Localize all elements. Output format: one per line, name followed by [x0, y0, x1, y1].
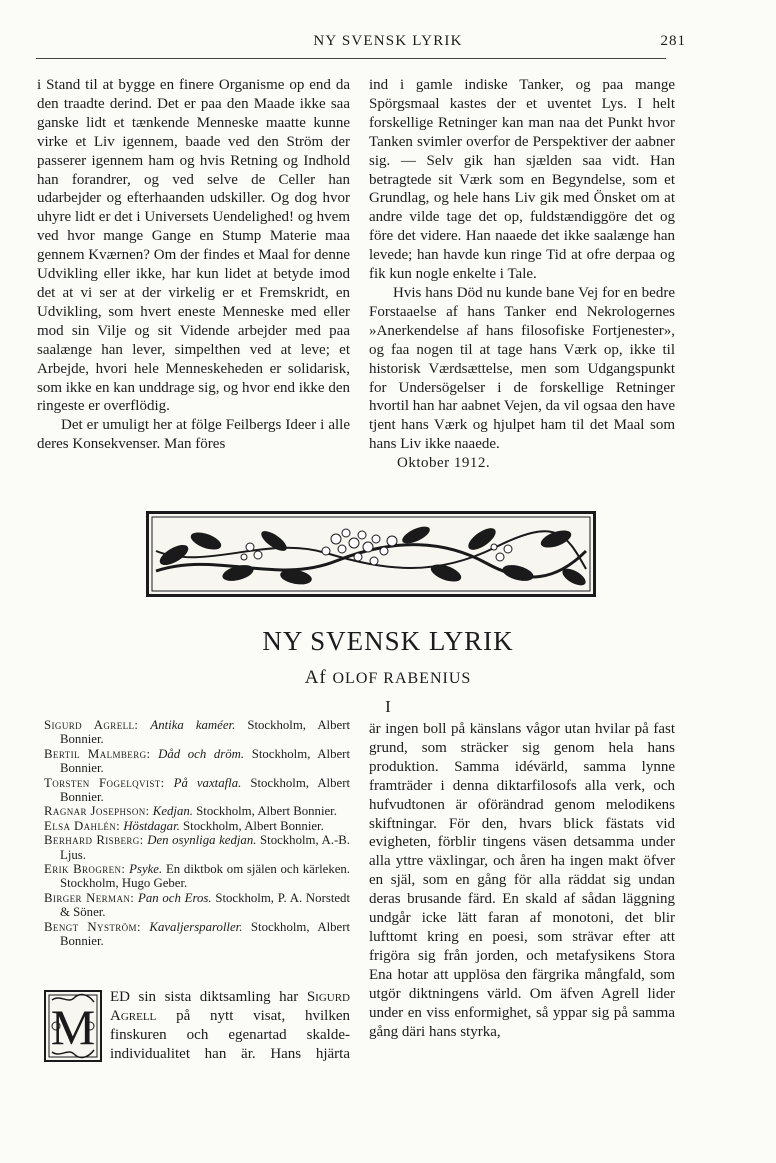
byline-prefix: Af — [304, 667, 327, 688]
book-entry: Ragnar Josephson: Kedjan. Stockholm, Albert Bonnier. — [44, 804, 337, 819]
book-entry: Erik Brogren: Psyke. En diktbok om själen och kärleken. Stockholm, Hugo Geber. — [44, 862, 350, 891]
byline — [0, 667, 776, 689]
book-entry: Bengt Nyström: Kavaljersparoller. Stockholm, Albert Bonnier. — [44, 919, 351, 949]
opening-line: ED sin sista diktsamling har Sigurd — [110, 989, 350, 1005]
opening-line: Agrell på nytt visat, hvilken — [110, 1008, 350, 1024]
upper-left-column — [37, 76, 350, 454]
byline-author: OLOF RABENIUS — [332, 670, 472, 687]
book-entry: Bertil Malmberg: Dåd och dröm. Stockholm, Albert Bonnier. — [44, 746, 351, 776]
floral-vignette-icon — [146, 511, 596, 597]
dropcap-letter: M — [50, 999, 96, 1055]
book-entry: Sigurd Agrell: Antika kaméer. Stockholm, Albert Bonnier. — [44, 718, 351, 747]
opening-line: finskuren och egenartad skalde- — [110, 1027, 350, 1043]
paragraph: Det er umuligt her at fölge Feilbergs Ideer i alle deres Konsekvenser. Man föres — [37, 417, 350, 453]
paragraph: ind i gamle indiske Tanker, og paa mange Spörgsmaal kastes der et uventet Lys. I helt forskellige Retninger kan man naa det Punkt hvor Tanken svimler overfor de Perspektiver der aabner sig. — Selv gik han sjælden saa vidt. Han betragtede sit Værk som en Begyndelse, som et Grundlag, og hele hans Liv gik med Önsket om at andre vilde tage det op, fuldstændiggöre det og före det videre. Han naaede det ikke saalænge han levede; han havde kun ringe Tid at ofre derpaa og fik kun nogle enkelte i Tale. — [369, 77, 675, 283]
reviewed-books-list — [44, 718, 350, 949]
paragraph: i Stand til at bygge en finere Organisme op end da den traadte derind. Det er paa den Maade ikke saa ganske lidt et tænkende Menneske maatte kunne virke et Liv igennem, baade ved den Ström der passerer igennem ham og hvis Retning og Indhold han forandrer, og ved selve de Celler han udarbejder og efterhaanden udskiller. Og dog hvor uhyre lidt er det i Universets Uendelighed! og hvem ved hvor mange Gange en Stump Materie maa gennem Kværnen? Om der findes et Maal for denne Udvikling eller ikke, har kun lidet at betyde imod det at vi ser at der virkelig er et Fremskridt, en Udvikling, som hvert eneste Menneske med eller mod sin Vilje og sit Vidende arbejder med paa saalænge han lever, simpelthen ved at leve; et Arbejde, hvori hele Menneskeheden er solidarisk, som ikke en kan unddrage sig, og hvor end ikke den ringeste er overflödig. — [37, 77, 350, 415]
section-number: I — [385, 697, 391, 716]
lower-right-column — [369, 720, 675, 1041]
dropcap-icon — [44, 990, 102, 1062]
book-entry: Elsa Dahlén: Höstdagar. Stockholm, Albert Bonnier. — [44, 818, 324, 833]
book-entry: Berhard Risberg: Den osynliga kedjan. Stockholm, A.-B. Ljus. — [44, 833, 350, 862]
page-number: 281 — [660, 33, 686, 49]
running-head — [0, 33, 776, 55]
paragraph: är ingen boll på känslans vågor utan hvilar på fast grund, som sträcker sig genom hela hans produktion. Samma idévärld, samma lynne framträder i denna diktarfilosofs alla verk, och hufvudtonen är oförändrad genom melodikens skiftningar. För den, hvars blick fästats vid evigheten, förblir tingens väsen detsamma under alla yttre växlingar, och åren ha ingen makt öfver en själ, som en gång för alla räddat sig undan deras brusande färd. En skald af sådan läggning undgår icke lätt faran af monotoni, det blir lufttomt kring en poesi, som strävar efter att frigöra sig från jorden, och metafysikens Stora Ena hotar att upplösa den färgrika mångfald, som utgör diktningens värld. Om äfven Agrell lider under en viss enformighet, så yppar sig på samma gång däri hans styrka, — [369, 721, 675, 1040]
upper-right-column — [369, 76, 675, 473]
running-title: NY SVENSK LYRIK — [313, 33, 463, 49]
header-rule — [36, 58, 666, 59]
book-entry: Birger Nerman: Pan och Eros. Stockholm, P. A. Norstedt & Söner. — [44, 890, 351, 920]
book-entry: Torsten Fogelqvist: På vaxtafla. Stockholm, Albert Bonnier. — [44, 775, 351, 805]
dateline: Oktober 1912. — [397, 455, 491, 472]
opening-line: individualitet han är. Hans hjärta — [110, 1046, 350, 1062]
paragraph: Hvis hans Död nu kunde bane Vej for en bedre Forstaaelse af hans Tanker end Nekrologernes »Anerkendelse af hans filosofiske Fortjenester», og faa nogen til at tage hans Værk op, ikke til historisk Værdsættelse, men som Udgangspunkt for Undersögelser i de forskellige Retninger hvortil han har aabnet Vejen, da vil ogsaa den have tjent hans Værk og hjulpet ham til det Maal som hans Liv ikke naaede. — [369, 284, 675, 453]
article-title: NY SVENSK LYRIK — [262, 626, 514, 656]
